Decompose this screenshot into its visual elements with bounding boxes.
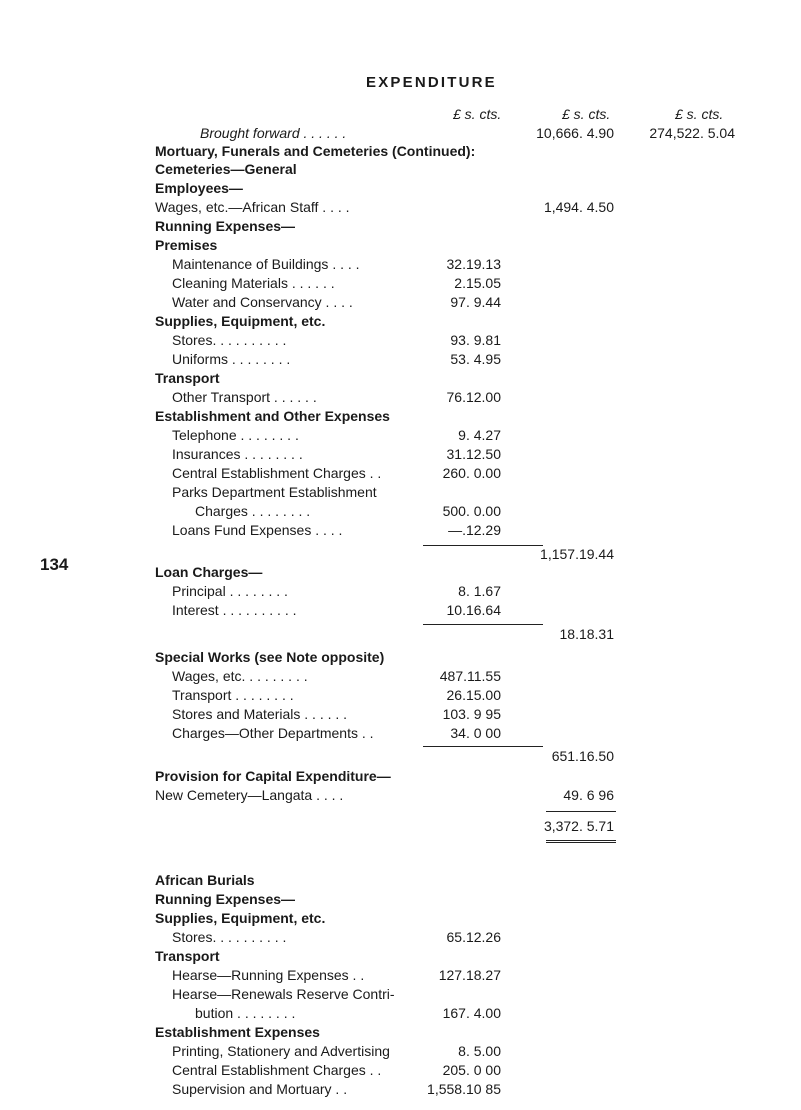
hearse-running-label: Hearse—Running Expenses . . (172, 967, 365, 983)
stores-label: Stores. . . . . . . . . . (172, 332, 287, 348)
wages-label: Wages, etc.—African Staff . . . . (155, 199, 350, 215)
new-cemetery-label: New Cemetery—Langata . . . . (155, 787, 344, 803)
supervision-label: Supervision and Mortuary . . (172, 1081, 348, 1097)
printing-label: Printing, Stationery and Advertising (172, 1043, 390, 1059)
page-title: EXPENDITURE (366, 74, 497, 91)
wages-c2: 1,494. 4.50 (543, 199, 614, 215)
african-burials-heading: African Burials (155, 872, 255, 888)
supplies-heading: Supplies, Equipment, etc. (155, 313, 326, 329)
column-header-3: £ s. cts. (675, 106, 724, 122)
running-expenses-heading: Running Expenses— (155, 218, 296, 234)
sw-charges-label: Charges—Other Departments . . (172, 725, 374, 741)
sw-stores-label: Stores and Materials . . . . . . (172, 706, 348, 722)
water-label: Water and Conservancy . . . . (172, 294, 353, 310)
hearse-renewals-label-line1: Hearse—Renewals Reserve Contri- (172, 986, 395, 1002)
central-establishment-c1: 260. 0.00 (442, 465, 501, 481)
new-cemetery-c2: 49. 6 96 (563, 787, 614, 803)
uniforms-label: Uniforms . . . . . . . . (172, 351, 291, 367)
printing-c1: 8. 5.00 (458, 1043, 501, 1059)
african-stores-label: Stores. . . . . . . . . . (172, 929, 287, 945)
cleaning-label: Cleaning Materials . . . . . . (172, 275, 335, 291)
central-establishment-label: Central Establishment Charges . . (172, 465, 382, 481)
parks-c1: 500. 0.00 (442, 503, 501, 519)
employees-heading: Employees— (155, 180, 243, 196)
stores-c1: 93. 9.81 (450, 332, 501, 348)
provision-heading: Provision for Capital Expenditure— (155, 768, 391, 784)
sw-stores-c1: 103. 9 95 (442, 706, 501, 722)
telephone-label: Telephone . . . . . . . . (172, 427, 299, 443)
loan-charges-heading: Loan Charges— (155, 564, 263, 580)
maintenance-label: Maintenance of Buildings . . . . (172, 256, 360, 272)
other-transport-c1: 76.12.00 (446, 389, 501, 405)
brought-forward-c3: 274,522. 5.04 (649, 125, 735, 141)
total-rule (546, 811, 616, 812)
loan-total-c2: 18.18.31 (559, 626, 614, 642)
premises-heading: Premises (155, 237, 218, 253)
special-total-c2: 651.16.50 (551, 748, 614, 764)
subtotal-rule (423, 624, 543, 625)
sw-charges-c1: 34. 0 00 (450, 725, 501, 741)
insurances-label: Insurances . . . . . . . . (172, 446, 303, 462)
running-total-c2: 1,157.19.44 (540, 546, 614, 562)
african-central-label: Central Establishment Charges . . (172, 1062, 382, 1078)
special-works-heading: Special Works (see Note opposite) (155, 649, 385, 665)
cemeteries-total-c2: 3,372. 5.71 (543, 818, 614, 834)
brought-forward-c2: 10,666. 4.90 (536, 125, 614, 141)
african-transport-heading: Transport (155, 948, 220, 964)
african-supplies-heading: Supplies, Equipment, etc. (155, 910, 326, 926)
double-rule (546, 840, 616, 843)
sw-wages-label: Wages, etc. . . . . . . . . (172, 668, 308, 684)
sw-transport-label: Transport . . . . . . . . (172, 687, 294, 703)
african-stores-c1: 65.12.26 (446, 929, 501, 945)
hearse-renewals-c1: 167. 4.00 (442, 1005, 501, 1021)
other-transport-label: Other Transport . . . . . . (172, 389, 317, 405)
brought-forward-label: Brought forward . . . . . . (200, 125, 347, 141)
water-c1: 97. 9.44 (450, 294, 501, 310)
african-running-heading: Running Expenses— (155, 891, 296, 907)
hearse-renewals-label-line2: bution . . . . . . . . (195, 1005, 296, 1021)
interest-c1: 10.16.64 (446, 602, 501, 618)
page-number: 134 (40, 555, 69, 574)
sw-transport-c1: 26.15.00 (446, 687, 501, 703)
uniforms-c1: 53. 4.95 (450, 351, 501, 367)
principal-c1: 8. 1.67 (458, 583, 501, 599)
interest-label: Interest . . . . . . . . . . (172, 602, 297, 618)
african-establishment-heading: Establishment Expenses (155, 1024, 320, 1040)
loans-fund-c1: —.12.29 (448, 522, 501, 538)
cemeteries-heading: Cemeteries—General (155, 161, 297, 177)
sw-wages-c1: 487.11.55 (439, 668, 501, 684)
transport-heading: Transport (155, 370, 220, 386)
subtotal-rule (423, 746, 543, 747)
insurances-c1: 31.12.50 (446, 446, 501, 462)
parks-label-line1: Parks Department Establishment (172, 484, 377, 500)
telephone-c1: 9. 4.27 (458, 427, 501, 443)
loans-fund-label: Loans Fund Expenses . . . . (172, 522, 343, 538)
principal-label: Principal . . . . . . . . (172, 583, 288, 599)
maintenance-c1: 32.19.13 (446, 256, 501, 272)
supervision-c1: 1,558.10 85 (427, 1081, 501, 1097)
cleaning-c1: 2.15.05 (454, 275, 501, 291)
column-header-1: £ s. cts. (453, 106, 502, 122)
column-header-2: £ s. cts. (562, 106, 611, 122)
establishment-heading: Establishment and Other Expenses (155, 408, 390, 424)
section-heading: Mortuary, Funerals and Cemeteries (Continued): (155, 143, 476, 159)
african-central-c1: 205. 0 00 (442, 1062, 501, 1078)
parks-label-line2: Charges . . . . . . . . (195, 503, 311, 519)
hearse-running-c1: 127.18.27 (438, 967, 501, 983)
